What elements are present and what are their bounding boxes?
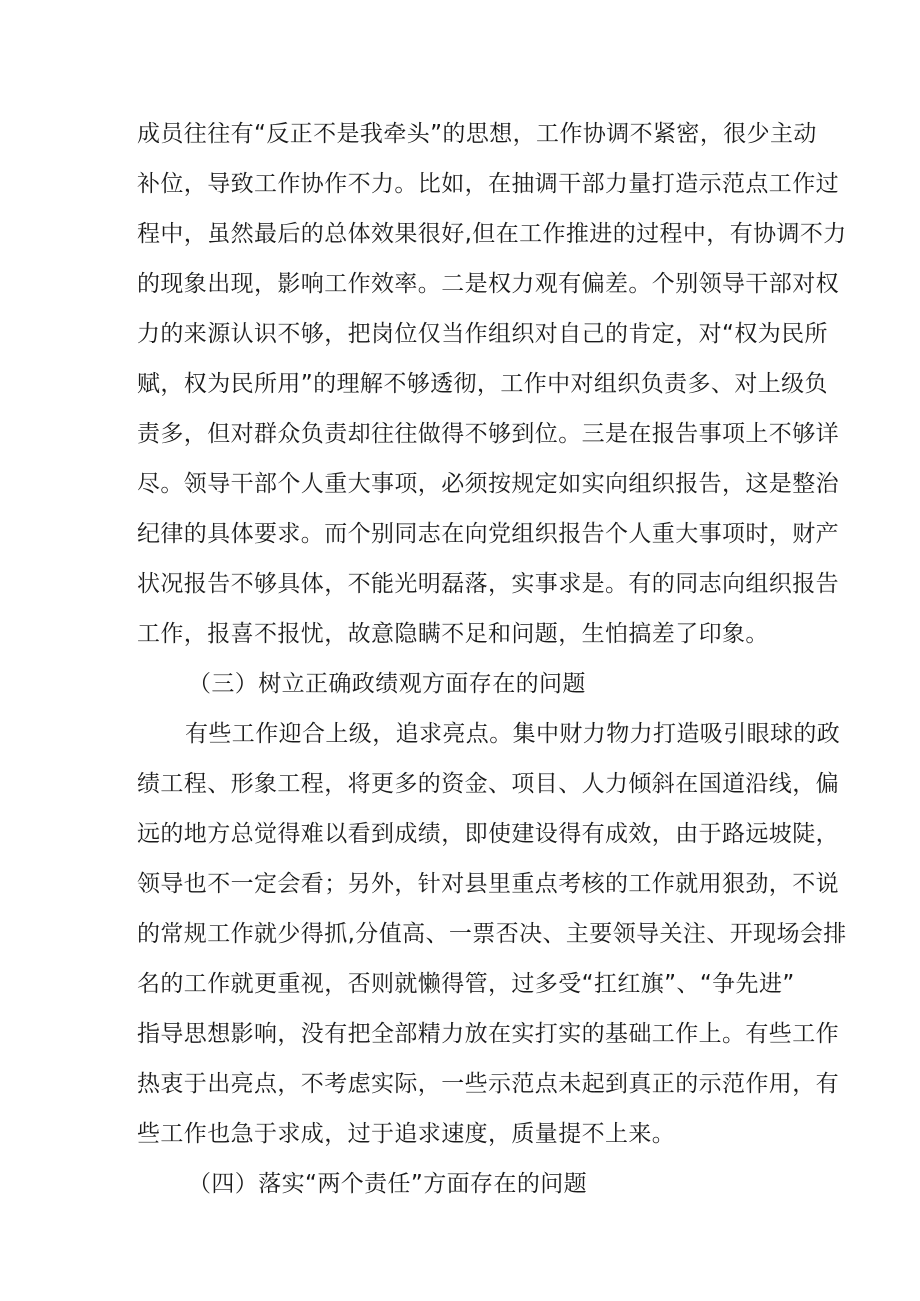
text-line: 远的地方总觉得难以看到成绩，即使建设得有成效，由于路远坡陡，: [137, 821, 839, 847]
text-line: 成员往往有“反正不是我牵头”的思想，工作协调不紧密，很少主动: [137, 121, 817, 147]
text-line: 有些工作迎合上级，追求亮点。集中财力物力打造吸引眼球的政: [185, 721, 841, 747]
text-line: 程中，虽然最后的总体效果很好,但在工作推进的过程中，有协调不力: [137, 221, 847, 247]
text-line: 热衷于出亮点，不考虑实际，一些示范点未起到真正的示范作用，有: [137, 1071, 839, 1097]
text-line: 责多，但对群众负责却往往做得不够到位。三是在报告事项上不够详: [137, 421, 839, 447]
section-heading-3: （三）树立正确政绩观方面存在的问题: [188, 671, 586, 697]
text-line: 纪律的具体要求。而个别同志在向党组织报告个人重大事项时，财产: [137, 521, 839, 547]
text-line: 指导思想影响，没有把全部精力放在实打实的基础工作上。有些工作: [137, 1021, 839, 1047]
text-line: 工作，报喜不报忧，故意隐瞒不足和问题，生怕搞差了印象。: [137, 621, 769, 647]
section-heading-4: （四）落实“两个责任”方面存在的问题: [188, 1171, 588, 1197]
text-line: 的现象出现，影响工作效率。二是权力观有偏差。个别领导干部对权: [137, 271, 839, 297]
text-line: 力的来源认识不够，把岗位仅当作组织对自己的肯定，对“权为民所: [137, 321, 828, 347]
text-line: 些工作也急于求成，过于追求速度，质量提不上来。: [137, 1121, 676, 1147]
text-line: 领导也不一定会看；另外，针对县里重点考核的工作就用狠劲，不说: [137, 871, 839, 897]
text-line: 赋，权为民所用”的理解不够透彻，工作中对组织负责多、对上级负: [137, 371, 828, 397]
text-line: 绩工程、形象工程，将更多的资金、项目、人力倾斜在国道沿线，偏: [137, 771, 839, 797]
text-line: 名的工作就更重视，否则就懒得管，过多受“扛红旗”、“争先进”: [137, 971, 795, 997]
text-line: 的常规工作就少得抓,分值高、一票否决、主要领导关注、开现场会排: [137, 921, 847, 947]
text-line: 补位，导致工作协作不力。比如，在抽调干部力量打造示范点工作过: [137, 171, 839, 197]
text-line: 状况报告不够具体，不能光明磊落，实事求是。有的同志向组织报告: [137, 571, 839, 597]
text-line: 尽。领导干部个人重大事项，必须按规定如实向组织报告，这是整治: [137, 471, 839, 497]
